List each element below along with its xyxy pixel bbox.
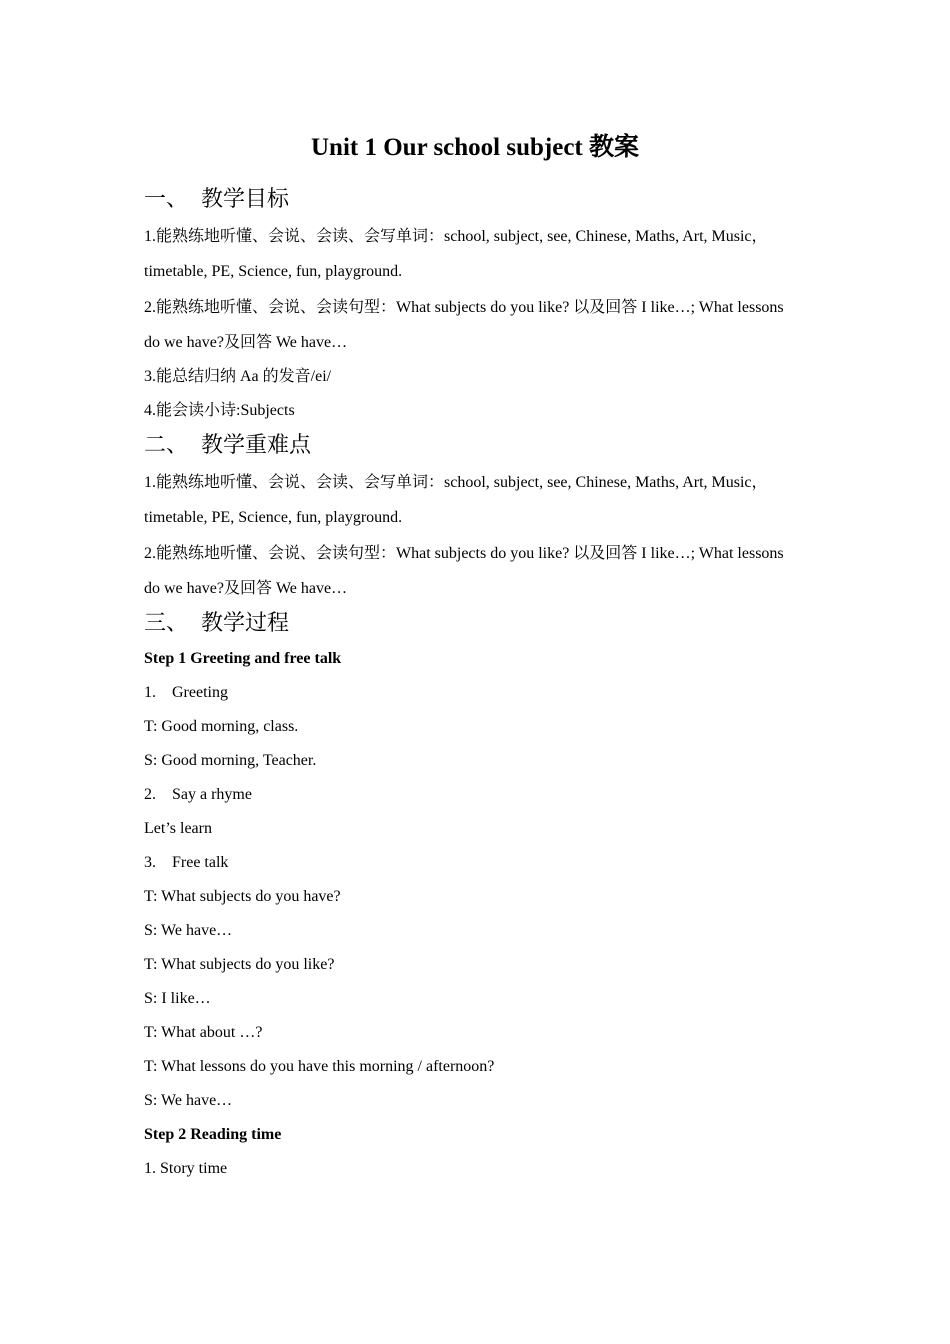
section-number: 一、: [144, 187, 189, 212]
paragraph: do we have?及回答 We have…: [144, 580, 348, 597]
paragraph: timetable, PE, Science, fun, playground.: [144, 263, 403, 280]
dialogue-line: T: What about …?: [144, 1024, 263, 1041]
section-heading-objectives: [144, 182, 814, 218]
list-item: [144, 778, 814, 812]
paragraph: 4.能会读小诗:Subjects: [144, 402, 295, 419]
paragraph: 2.能熟练地听懂、会说、会读句型：What subjects do you like? 以及回答 I like…; What lessons: [144, 299, 784, 316]
section-number: 三、: [144, 611, 189, 636]
paragraph: 3.能总结归纳 Aa 的发音/ei/: [144, 368, 332, 385]
list-number: 3.: [144, 854, 156, 871]
section-title: 教学重难点: [201, 433, 312, 458]
list-number: 2.: [144, 786, 156, 803]
paragraph: 2.能熟练地听懂、会说、会读句型：What subjects do you like? 以及回答 I like…; What lessons: [144, 545, 784, 562]
list-text: Say a rhyme: [172, 786, 252, 803]
dialogue-line: T: What subjects do you have?: [144, 888, 341, 905]
paragraph: Let’s learn: [144, 820, 212, 837]
section-number: 二、: [144, 433, 189, 458]
paragraph: 1.能熟练地听懂、会说、会读、会写单词：school, subject, see, Chinese, Maths, Art, Music，: [144, 228, 768, 245]
list-text: Greeting: [172, 684, 228, 701]
dialogue-line: T: What lessons do you have this morning / afternoon?: [144, 1058, 495, 1075]
list-item: [144, 676, 814, 710]
dialogue-line: T: What subjects do you like?: [144, 956, 335, 973]
dialogue-line: S: Good morning, Teacher.: [144, 752, 317, 769]
dialogue-line: S: We have…: [144, 922, 233, 939]
dialogue-line: S: I like…: [144, 990, 211, 1007]
section-heading-key-points: [144, 428, 814, 464]
step-heading: Step 1 Greeting and free talk: [144, 650, 342, 667]
dialogue-line: S: We have…: [144, 1092, 233, 1109]
paragraph: 1. Story time: [144, 1160, 228, 1177]
section-title: 教学过程: [201, 611, 290, 636]
list-number: 1.: [144, 684, 156, 701]
document-body: [144, 182, 814, 1186]
paragraph: timetable, PE, Science, fun, playground.: [144, 509, 403, 526]
list-text: Free talk: [172, 854, 229, 871]
step-heading: Step 2 Reading time: [144, 1126, 282, 1143]
section-title: 教学目标: [201, 187, 290, 212]
list-item: [144, 846, 814, 880]
paragraph: do we have?及回答 We have…: [144, 334, 348, 351]
paragraph: 1.能熟练地听懂、会说、会读、会写单词：school, subject, see, Chinese, Maths, Art, Music，: [144, 474, 768, 491]
section-heading-process: [144, 606, 814, 642]
dialogue-line: T: Good morning, class.: [144, 718, 299, 735]
document-title: Unit 1 Our school subject 教案: [310, 134, 640, 161]
